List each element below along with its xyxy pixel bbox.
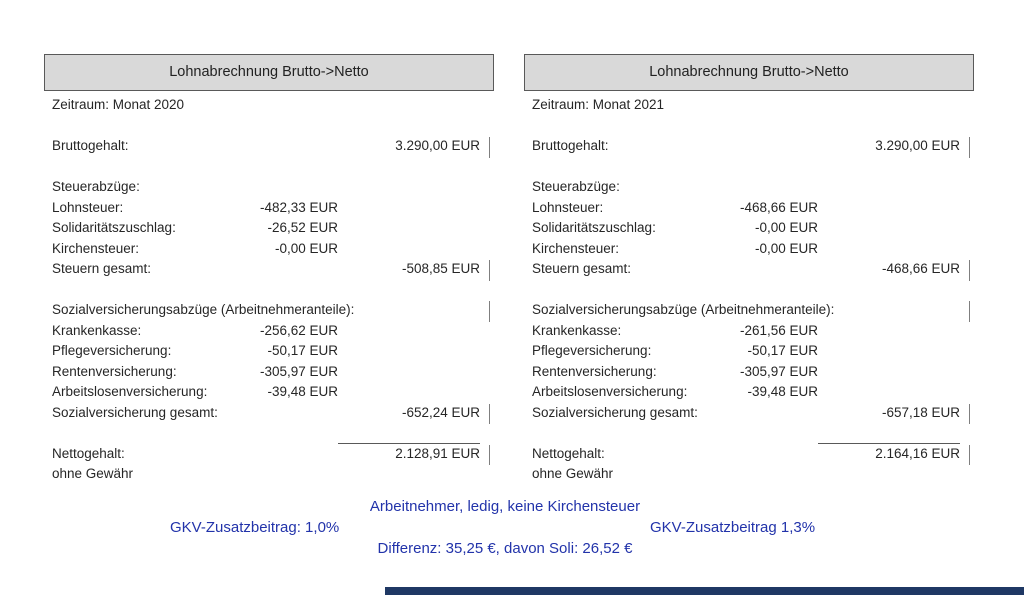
row-label <box>52 280 228 301</box>
row-label: Solidaritätszuschlag: <box>52 220 176 235</box>
row-label: Steuerabzüge: <box>532 179 620 194</box>
row-amount-total <box>818 239 960 260</box>
panel-body <box>44 91 494 485</box>
row-amount-total <box>818 464 960 485</box>
ledger-row <box>44 403 494 424</box>
row-amount-total <box>818 157 960 178</box>
row-amount-partial <box>228 136 338 157</box>
payroll-panel-2020 <box>44 54 494 485</box>
ledger-row <box>524 444 974 465</box>
footer-note-difference: Differenz: 35,25 €, davon Soli: 26,52 € <box>377 540 633 557</box>
row-amount-total <box>338 280 480 301</box>
row-amount-total <box>818 341 960 362</box>
row-label <box>532 423 708 444</box>
payroll-panel-2021 <box>524 54 974 485</box>
row-label: Krankenkasse: <box>52 322 142 338</box>
row-amount-total: -657,18 EUR <box>881 404 960 420</box>
row-label: Rentenversicherung: <box>532 363 657 379</box>
row-amount-partial <box>708 403 818 424</box>
panel-title: Lohnabrechnung Brutto->Netto <box>524 54 974 91</box>
row-amount-partial <box>708 177 818 198</box>
row-label: Sozialversicherungsabzüge (Arbeitnehmeranteile): <box>532 302 835 317</box>
row-amount-total <box>338 464 480 485</box>
row-amount-partial <box>708 136 818 157</box>
row-amount-partial <box>228 280 338 301</box>
row-amount-total: -508,85 EUR <box>401 261 480 276</box>
row-amount-total <box>818 198 960 219</box>
ledger-row <box>44 198 494 219</box>
row-amount-total <box>818 116 960 137</box>
row-amount-total: -652,24 EUR <box>401 404 480 420</box>
row-label: Kirchensteuer: <box>52 240 140 256</box>
row-label: Solidaritätszuschlag: <box>532 220 656 235</box>
panel-body <box>524 91 974 485</box>
row-amount-total <box>338 423 480 444</box>
ledger-row <box>44 259 494 280</box>
ledger-row <box>524 464 974 485</box>
ledger-row <box>524 136 974 157</box>
row-amount-partial <box>708 95 818 116</box>
ledger-row <box>44 423 494 444</box>
row-amount-partial: -305,97 EUR <box>259 363 338 379</box>
row-label: Sozialversicherung gesamt: <box>52 404 218 420</box>
ledger-row <box>524 116 974 137</box>
ledger-row <box>524 259 974 280</box>
row-label: Sozialversicherung gesamt: <box>532 404 698 420</box>
row-label <box>532 280 708 301</box>
row-label: Arbeitslosenversicherung: <box>532 384 688 399</box>
row-amount-total: 2.128,91 EUR <box>395 445 480 461</box>
ledger-row <box>524 280 974 301</box>
row-amount-partial <box>228 259 338 280</box>
row-label: Rentenversicherung: <box>52 363 177 379</box>
row-amount-partial <box>708 423 818 444</box>
row-amount-total <box>818 382 960 403</box>
row-label: Sozialversicherungsabzüge (Arbeitnehmeranteile): <box>52 302 355 317</box>
bottom-accent-bar <box>385 587 1024 595</box>
row-label: Arbeitslosenversicherung: <box>52 384 208 399</box>
row-label: Lohnsteuer: <box>52 199 124 215</box>
ledger-row <box>44 116 494 137</box>
row-amount-partial: -261,56 EUR <box>739 322 818 338</box>
ledger-row <box>44 464 494 485</box>
ledger-row <box>524 239 974 260</box>
ledger-row <box>524 95 974 116</box>
ledger-row <box>524 300 974 321</box>
row-amount-total <box>818 321 960 342</box>
row-amount-partial: -0,00 EUR <box>274 240 338 256</box>
ledger-row <box>524 341 974 362</box>
row-amount-partial <box>708 444 818 465</box>
row-amount-total: 2.164,16 EUR <box>875 445 960 461</box>
row-amount-total <box>338 116 480 137</box>
gkv-rate-2021: GKV-Zusatzbeitrag 1,3% <box>650 519 816 536</box>
row-label: ohne Gewähr <box>532 466 614 481</box>
ledger-row <box>44 280 494 301</box>
ledger-row <box>44 239 494 260</box>
row-label: Krankenkasse: <box>532 322 622 338</box>
row-amount-partial: -256,62 EUR <box>259 322 338 338</box>
ledger-row <box>524 177 974 198</box>
ledger-row <box>44 218 494 239</box>
row-amount-total <box>338 300 480 321</box>
ledger-row <box>44 382 494 403</box>
ledger-row <box>524 218 974 239</box>
row-amount-partial <box>708 464 818 485</box>
ledger-row <box>44 362 494 383</box>
row-amount-total <box>338 362 480 383</box>
row-label: Steuern gesamt: <box>532 261 632 276</box>
gkv-rate-2020: GKV-Zusatzbeitrag: 1,0% <box>170 519 340 536</box>
row-amount-total: 3.290,00 EUR <box>395 138 480 153</box>
row-label: Bruttogehalt: <box>52 138 129 153</box>
row-label <box>52 116 228 137</box>
ledger-row <box>524 423 974 444</box>
row-amount-partial: -0,00 EUR <box>754 220 818 235</box>
row-amount-partial: -50,17 EUR <box>747 343 818 358</box>
ledger-row <box>524 382 974 403</box>
ledger-row <box>44 95 494 116</box>
ledger-row <box>524 321 974 342</box>
row-amount-partial: -482,33 EUR <box>259 199 338 215</box>
row-amount-total <box>338 157 480 178</box>
row-amount-total <box>338 321 480 342</box>
row-amount-total <box>338 341 480 362</box>
row-amount-partial <box>708 116 818 137</box>
panel-title: Lohnabrechnung Brutto->Netto <box>44 54 494 91</box>
ledger-row <box>524 157 974 178</box>
row-amount-partial <box>228 423 338 444</box>
row-amount-partial <box>228 157 338 178</box>
row-amount-total: 3.290,00 EUR <box>875 138 960 153</box>
row-label: ohne Gewähr <box>52 466 134 481</box>
row-amount-partial <box>228 444 338 465</box>
row-amount-total <box>818 218 960 239</box>
row-label <box>52 423 228 444</box>
row-label: Steuern gesamt: <box>52 261 152 276</box>
row-amount-partial: -468,66 EUR <box>739 199 818 215</box>
row-label: Lohnsteuer: <box>532 199 604 215</box>
row-amount-partial: -305,97 EUR <box>739 363 818 379</box>
row-amount-partial: -39,48 EUR <box>747 384 818 399</box>
row-amount-partial <box>228 95 338 116</box>
row-amount-partial: -26,52 EUR <box>267 220 338 235</box>
row-amount-total <box>338 239 480 260</box>
row-amount-partial <box>228 403 338 424</box>
row-amount-partial <box>228 300 338 321</box>
row-amount-partial <box>228 177 338 198</box>
ledger-row <box>44 177 494 198</box>
row-amount-total <box>818 177 960 198</box>
row-amount-partial: -0,00 EUR <box>754 240 818 256</box>
row-amount-total <box>338 95 480 116</box>
ledger-row <box>44 444 494 465</box>
ledger-row <box>524 198 974 219</box>
row-label <box>532 157 708 178</box>
row-amount-total <box>818 95 960 116</box>
row-label: Pflegeversicherung: <box>532 343 652 358</box>
row-label: Bruttogehalt: <box>532 138 609 153</box>
ledger-row <box>524 403 974 424</box>
row-amount-partial <box>708 157 818 178</box>
row-label: Steuerabzüge: <box>52 179 140 194</box>
ledger-row <box>44 300 494 321</box>
row-amount-total <box>818 362 960 383</box>
row-amount-total <box>818 280 960 301</box>
row-amount-partial: -50,17 EUR <box>267 343 338 358</box>
row-label: Zeitraum: Monat 2020 <box>52 97 185 112</box>
row-amount-total <box>818 300 960 321</box>
row-label: Nettogehalt: <box>532 445 605 461</box>
ledger-row <box>44 341 494 362</box>
ledger-row <box>44 157 494 178</box>
row-label: Nettogehalt: <box>52 445 125 461</box>
row-label <box>532 116 708 137</box>
row-amount-partial <box>708 259 818 280</box>
row-amount-total: -468,66 EUR <box>881 261 960 276</box>
row-amount-total <box>818 423 960 444</box>
footer-note-employee: Arbeitnehmer, ledig, keine Kirchensteuer <box>369 498 641 515</box>
row-amount-partial <box>708 300 818 321</box>
row-amount-partial <box>228 464 338 485</box>
ledger-row <box>44 321 494 342</box>
row-amount-total <box>338 198 480 219</box>
ledger-row <box>44 136 494 157</box>
ledger-row <box>524 362 974 383</box>
row-label <box>52 157 228 178</box>
row-amount-total <box>338 177 480 198</box>
row-amount-total <box>338 382 480 403</box>
row-amount-partial <box>708 280 818 301</box>
row-label: Kirchensteuer: <box>532 240 620 256</box>
row-amount-partial: -39,48 EUR <box>267 384 338 399</box>
row-amount-partial <box>228 116 338 137</box>
row-amount-total <box>338 218 480 239</box>
row-label: Pflegeversicherung: <box>52 343 172 358</box>
row-label: Zeitraum: Monat 2021 <box>532 97 665 112</box>
